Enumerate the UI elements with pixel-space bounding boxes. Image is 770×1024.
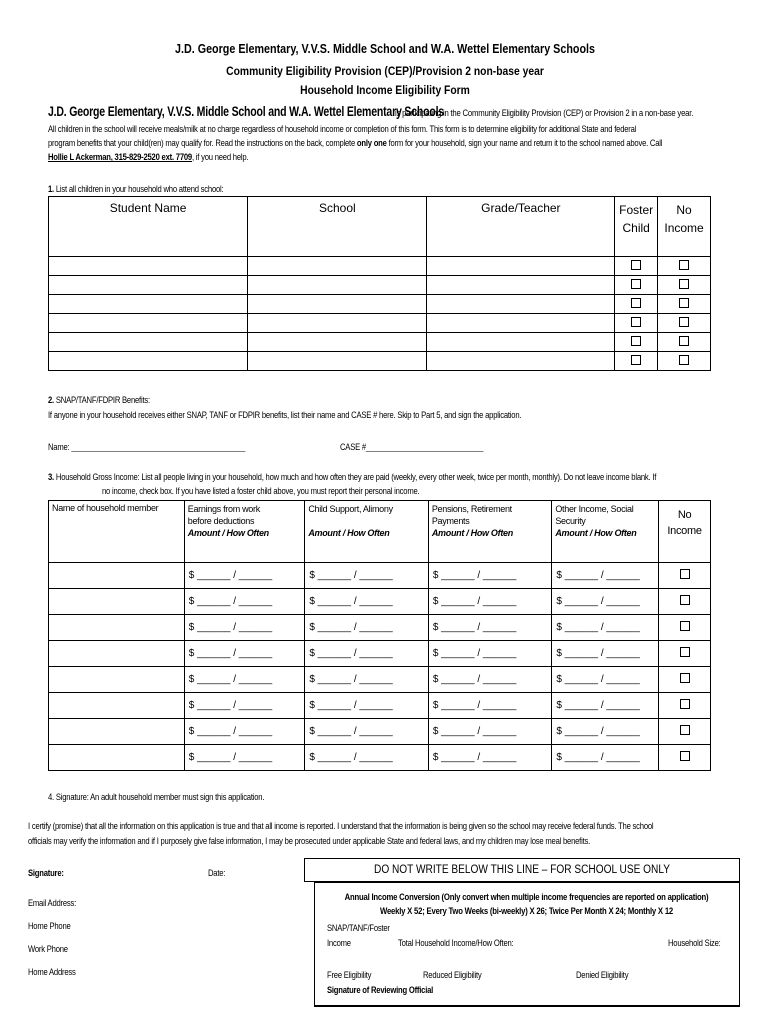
income-table-header (49, 501, 711, 563)
conversion-line-1: Annual Income Conversion (Only convert when multiple income frequencies are reported on application) (344, 892, 709, 902)
amount-field[interactable]: $ ______ / ______ (552, 667, 659, 693)
foster-checkbox[interactable] (631, 298, 641, 308)
form-header-schools: J.D. George Elementary, V.V.S. Middle School and W.A. Wettel Elementary Schools (175, 42, 595, 56)
no-income-checkbox[interactable] (680, 673, 690, 683)
table-row[interactable] (49, 615, 711, 641)
table-row[interactable] (49, 589, 711, 615)
amount-field[interactable]: $ ______ / ______ (305, 563, 429, 589)
no-income-checkbox[interactable] (679, 317, 689, 327)
intro-participating: is participating in the Community Eligibility Provision (CEP) or Provision 2 in a non-base year. (395, 108, 694, 118)
part2-text: If anyone in your household receives either SNAP, TANF or FDPIR benefits, list their name and CASE # here. Skip to Part 5, and sign the application. (48, 410, 522, 420)
foster-checkbox[interactable] (631, 279, 641, 289)
amount-field[interactable]: $ ______ / ______ (305, 615, 429, 641)
part4-label: 4. Signature: An adult household member must sign this application. (48, 792, 265, 802)
no-income-checkbox[interactable] (679, 260, 689, 270)
col-no-income: No Income (658, 197, 711, 257)
form-title: Household Income Eligibility Form (300, 83, 470, 97)
amount-field[interactable]: $ ______ / ______ (552, 641, 659, 667)
table-row[interactable] (49, 314, 711, 333)
amount-field[interactable]: $ ______ / ______ (428, 719, 552, 745)
work-phone-label[interactable]: Work Phone (28, 944, 68, 954)
intro-line-2: All children in the school will receive meals/milk at no charge regardless of household income or completion of this form. This form is to determine eligibility for additional State and federal (48, 124, 637, 134)
foster-checkbox[interactable] (631, 260, 641, 270)
amount-field[interactable]: $ ______ / ______ (305, 745, 429, 771)
denied-eligibility-label[interactable]: Denied Eligibility (576, 970, 629, 980)
part3-text-1 (48, 472, 656, 482)
intro-line-3a: program benefits that your child(ren) may qualify for. Read the instructions on the back, complete (48, 138, 357, 148)
intro-line-4 (48, 152, 248, 162)
amount-field[interactable]: $ ______ / ______ (305, 667, 429, 693)
amount-field[interactable]: $ ______ / ______ (428, 641, 552, 667)
no-income-checkbox[interactable] (680, 647, 690, 657)
col-earnings: Earnings from work before deductions Amount / How Often (184, 501, 305, 563)
no-income-checkbox[interactable] (679, 279, 689, 289)
table-row[interactable] (49, 276, 711, 295)
part2-number: 2. (48, 395, 54, 405)
amount-field[interactable]: $ ______ / ______ (428, 563, 552, 589)
household-size-label: Household Size: (668, 938, 721, 948)
table-row[interactable] (49, 693, 711, 719)
col-grade-teacher: Grade/Teacher (427, 197, 615, 257)
amount-field[interactable]: $ ______ / ______ (305, 641, 429, 667)
amount-field[interactable]: $ ______ / ______ (428, 667, 552, 693)
part3-text-2: no income, check box. If you have listed a foster child above, you must report their personal income. (102, 486, 420, 496)
amount-field[interactable]: $ ______ / ______ (552, 615, 659, 641)
amount-field[interactable]: $ ______ / ______ (428, 589, 552, 615)
amount-field[interactable]: $ ______ / ______ (428, 615, 552, 641)
no-income-checkbox[interactable] (679, 355, 689, 365)
no-income-checkbox[interactable] (680, 621, 690, 631)
total-income-label: Total Household Income/How Often: (398, 938, 514, 948)
no-income-checkbox[interactable] (680, 725, 690, 735)
col-student-name: Student Name (49, 197, 248, 257)
income-table (48, 500, 711, 771)
reduced-eligibility-label[interactable]: Reduced Eligibility (423, 970, 482, 980)
amount-field[interactable]: $ ______ / ______ (184, 693, 305, 719)
intro-only-one: only one (356, 138, 387, 148)
part2-title-text: SNAP/TANF/FDPIR Benefits: (53, 395, 150, 405)
amount-field[interactable]: $ ______ / ______ (184, 745, 305, 771)
children-table (48, 196, 711, 371)
no-income-checkbox[interactable] (680, 595, 690, 605)
intro-help: , if you need help. (191, 152, 249, 162)
part3-text: Household Gross Income: List all people living in your household, how much and how often they are paid (weekly, every other week, twice per month, monthly). Do not leave income blank. If (53, 472, 657, 482)
home-phone-label[interactable]: Home Phone (28, 921, 71, 931)
amount-field[interactable]: $ ______ / ______ (552, 745, 659, 771)
no-income-checkbox[interactable] (680, 699, 690, 709)
amount-field[interactable]: $ ______ / ______ (184, 589, 305, 615)
amount-field[interactable]: $ ______ / ______ (184, 641, 305, 667)
certify-line-1: I certify (promise) that all the information on this application is true and that all income is reported. I understand that the information is being given so the school may receive federal funds. The school (28, 821, 654, 831)
amount-field[interactable]: $ ______ / ______ (428, 693, 552, 719)
amount-field[interactable]: $ ______ / ______ (184, 667, 305, 693)
email-field-label[interactable]: Email Address: (28, 898, 77, 908)
children-table-header (49, 197, 711, 257)
no-income-checkbox[interactable] (679, 336, 689, 346)
foster-checkbox[interactable] (631, 317, 641, 327)
table-row[interactable] (49, 295, 711, 314)
snap-name-field[interactable]: Name: ___________________________________________ (48, 442, 246, 452)
table-row[interactable] (49, 352, 711, 371)
no-income-checkbox[interactable] (679, 298, 689, 308)
col-household-member: Name of household member (49, 501, 185, 563)
foster-checkbox[interactable] (631, 336, 641, 346)
part3-number: 3. (48, 472, 54, 482)
date-field-label[interactable]: Date: (208, 868, 226, 878)
part1-label (48, 184, 223, 194)
table-row[interactable] (49, 333, 711, 352)
intro-schools: J.D. George Elementary, V.V.S. Middle School and W.A. Wettel Elementary Schools (48, 104, 444, 119)
form-header-provision: Community Eligibility Provision (CEP)/Provision 2 non-base year (226, 64, 544, 78)
col-other-income: Other Income, Social Security Amount / How Often (552, 501, 659, 563)
foster-checkbox[interactable] (631, 355, 641, 365)
col-school: School (248, 197, 427, 257)
school-use-banner-text: DO NOT WRITE BELOW THIS LINE – FOR SCHOOL USE ONLY (374, 864, 670, 876)
amount-field[interactable]: $ ______ / ______ (184, 719, 305, 745)
school-use-banner (304, 858, 740, 882)
part2-title (48, 395, 150, 405)
table-row[interactable] (49, 745, 711, 771)
part1-text: List all children in your household who attend school: (53, 184, 224, 194)
reviewer-signature-label[interactable]: Signature of Reviewing Official (327, 985, 434, 995)
amount-field[interactable]: $ ______ / ______ (305, 719, 429, 745)
table-row[interactable] (49, 257, 711, 276)
conversion-line-2: Weekly X 52; Every Two Weeks (bi-weekly) X 26; Twice Per Month X 24; Monthly X 12 (379, 906, 674, 916)
no-income-checkbox[interactable] (680, 751, 690, 761)
home-address-label[interactable]: Home Address (28, 967, 76, 977)
intro-line-3 (48, 138, 662, 148)
part1-number: 1. (48, 184, 54, 194)
table-row[interactable] (49, 719, 711, 745)
amount-field[interactable]: $ ______ / ______ (184, 615, 305, 641)
amount-field[interactable]: $ ______ / ______ (552, 693, 659, 719)
amount-field[interactable]: $ ______ / ______ (552, 719, 659, 745)
col-foster-child: Foster Child (615, 197, 658, 257)
intro-line-3b: form for your household, sign your name and return it to the school named above. Call (386, 138, 663, 148)
office-income-label: Income (327, 938, 351, 948)
amount-field[interactable]: $ ______ / ______ (184, 563, 305, 589)
signature-field-label[interactable]: Signature: (28, 868, 64, 878)
amount-field[interactable]: $ ______ / ______ (305, 589, 429, 615)
table-row[interactable] (49, 641, 711, 667)
intro-line-1 (48, 104, 742, 119)
amount-field[interactable]: $ ______ / ______ (552, 563, 659, 589)
col-child-support: Child Support, Alimony Amount / How Often (305, 501, 429, 563)
col-no-income: No Income (659, 501, 711, 563)
table-row[interactable] (49, 667, 711, 693)
snap-case-field[interactable]: CASE #_____________________________ (340, 442, 484, 452)
amount-field[interactable]: $ ______ / ______ (428, 745, 552, 771)
snap-foster-label: SNAP/TANF/Foster (327, 923, 390, 933)
col-pensions: Pensions, Retirement Payments Amount / How Often (428, 501, 552, 563)
certify-line-2: officials may verify the information and if I purposely give false information, I may be prosecuted under applicable State and federal laws, and my children may lose meal benefits. (28, 836, 591, 846)
amount-field[interactable]: $ ______ / ______ (305, 693, 429, 719)
no-income-checkbox[interactable] (680, 569, 690, 579)
contact-person: Hollie L Ackerman, 315-829-2520 ext. 7709 (48, 152, 192, 162)
amount-field[interactable]: $ ______ / ______ (552, 589, 659, 615)
free-eligibility-label[interactable]: Free Eligibility (327, 970, 372, 980)
table-row[interactable] (49, 563, 711, 589)
